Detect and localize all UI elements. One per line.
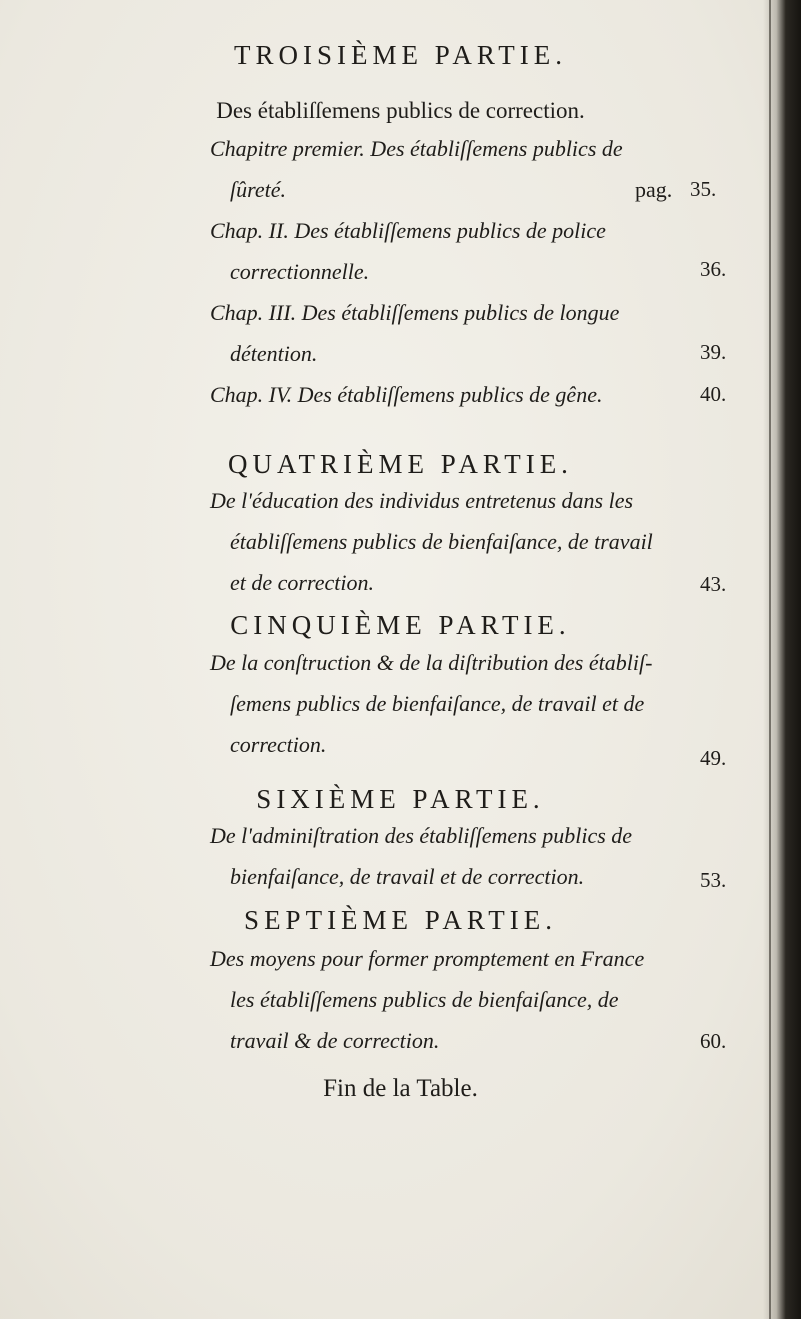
entry-line: bienfaiſance, de travail et de correction. — [230, 864, 585, 889]
section-6-heading: SIXIÈME PARTIE. — [256, 784, 545, 814]
end-of-table: Fin de la Table. — [323, 1075, 478, 1102]
page-number: 36. — [700, 257, 727, 281]
section-5-heading: CINQUIÈME PARTIE. — [230, 610, 571, 640]
page-label: pag. — [635, 177, 673, 202]
entry-line: correction. — [230, 732, 327, 757]
entry-line: établiſſemens publics de bienfaiſance, de travail — [230, 529, 653, 554]
entry-line: détention. — [230, 341, 318, 366]
entry-line: De la conſtruction & de la diſtribution des établiſ- — [210, 650, 653, 675]
toc-entry-7 — [210, 938, 680, 1061]
entry-line: De l'adminiſtration des établiſſemens publics de — [210, 823, 633, 848]
toc-entry-3-3 — [210, 292, 680, 374]
toc-entry-3-1 — [210, 128, 680, 210]
section-3-subheading: Des établiſſemens publics de correction. — [216, 98, 585, 123]
entry-line: et de correction. — [230, 570, 374, 595]
toc-entry-3-4 — [210, 374, 680, 415]
toc-entry-4 — [210, 480, 680, 603]
entry-line: De l'éducation des individus entretenus dans les — [210, 488, 634, 513]
entry-line: Des moyens pour former promptement en France — [210, 946, 645, 971]
section-3-heading: TROISIÈME PARTIE. — [234, 40, 567, 70]
page-number: 49. — [700, 746, 727, 770]
page-number: 60. — [700, 1029, 727, 1053]
toc-entry-3-2 — [210, 210, 680, 292]
entry-line: correctionnelle. — [230, 259, 370, 284]
page-number: 43. — [700, 572, 727, 596]
entry-line: ſûreté. — [230, 177, 286, 202]
page-number: 39. — [700, 340, 727, 364]
toc-entry-6 — [210, 815, 680, 897]
entry-line: travail & de correction. — [230, 1028, 440, 1053]
entry-line: ſemens publics de bienfaiſance, de travail et de — [230, 691, 645, 716]
page-number: 40. — [700, 382, 727, 406]
toc-entry-5 — [210, 642, 680, 765]
page-number: 35. — [690, 177, 717, 201]
entry-line: Chap. II. Des établiſſemens publics de police — [210, 218, 606, 243]
section-4-heading: QUATRIÈME PARTIE. — [228, 449, 573, 479]
page-number: 53. — [700, 868, 727, 892]
entry-line: Chap. IV. Des établiſſemens publics de gêne. — [210, 382, 603, 407]
entry-line: Chap. III. Des établiſſemens publics de longue — [210, 300, 620, 325]
binding-edge — [769, 0, 771, 1319]
entry-line: les établiſſemens publics de bienfaiſance, de — [230, 987, 619, 1012]
entry-line: Chapitre premier. Des établiſſemens publics de — [210, 136, 623, 161]
section-7-heading: SEPTIÈME PARTIE. — [244, 905, 557, 935]
